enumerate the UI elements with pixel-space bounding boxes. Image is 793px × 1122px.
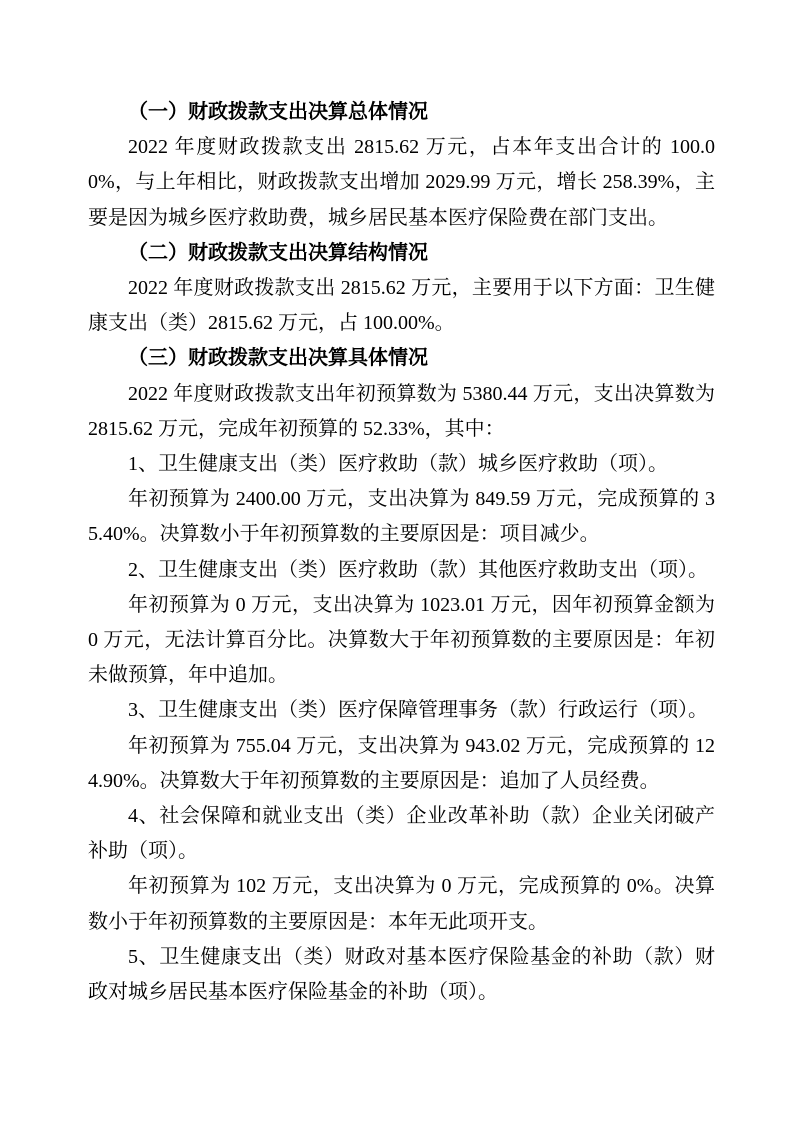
paragraph-item-3: 3、卫生健康支出（类）医疗保障管理事务（款）行政运行（项）。 [128, 699, 708, 722]
paragraph: 年初预算为 755.04 万元，支出决算为 943.02 万元，完成预算的 124.90%。决算数大于年初预算数的主要原因是：追加了人员经费。 [88, 734, 715, 792]
section-specific-situation [88, 341, 715, 1010]
paragraph: 2022 年度财政拨款支出 2815.62 万元，主要用于以下方面：卫生健康支出（类）2815.62 万元，占 100.00%。 [88, 277, 715, 335]
paragraph-item-2: 2、卫生健康支出（类）医疗救助（款）其他医疗救助支出（项）。 [128, 558, 708, 581]
paragraph: 年初预算为 0 万元，支出决算为 1023.01 万元，因年初预算金额为 0 万元，无法计算百分比。决算数大于年初预算数的主要原因是：年初未做预算，年中追加。 [88, 593, 715, 687]
section-heading: （一）财政拨款支出决算总体情况 [128, 101, 428, 123]
paragraph: 年初预算为 102 万元，支出决算为 0 万元，完成预算的 0%。决算数小于年初预算数的主要原因是：本年无此项开支。 [88, 875, 715, 933]
section-structure-situation [88, 236, 715, 342]
paragraph: 年初预算为 2400.00 万元，支出决算为 849.59 万元，完成预算的 35.40%。决算数小于年初预算数的主要原因是：项目减少。 [88, 488, 715, 546]
paragraph-item-1: 1、卫生健康支出（类）医疗救助（款）城乡医疗救助（项）。 [128, 453, 668, 476]
section-overall-situation [88, 95, 715, 236]
section-heading: （三）财政拨款支出决算具体情况 [128, 347, 428, 370]
paragraph: 2022 年度财政拨款支出 2815.62 万元，占本年支出合计的 100.00%，与上年相比，财政拨款支出增加 2029.99 万元，增长 258.39%，主要是因为城乡医疗救助费，城乡居民基本医疗保险费在部门支出。 [88, 136, 715, 229]
paragraph: 2022 年度财政拨款支出年初预算数为 5380.44 万元，支出决算数为 2815.62 万元，完成年初预算的 52.33%，其中： [88, 382, 715, 440]
paragraph-item-4: 4、社会保障和就业支出（类）企业改革补助（款）企业关闭破产补助（项）。 [88, 805, 715, 863]
section-heading: （二）财政拨款支出决算结构情况 [128, 241, 428, 264]
paragraph-item-5: 5、卫生健康支出（类）财政对基本医疗保险基金的补助（款）财政对城乡居民基本医疗保险基金的补助（项）。 [88, 945, 715, 1004]
